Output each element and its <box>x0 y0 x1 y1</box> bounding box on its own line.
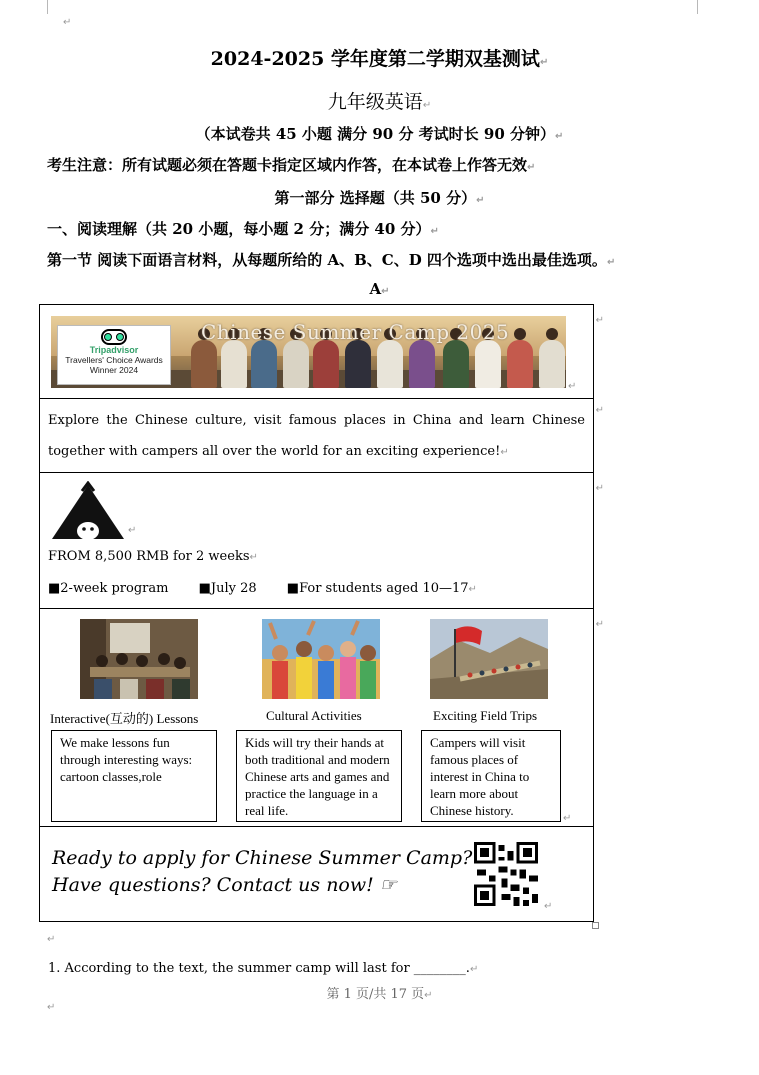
banner-row <box>40 305 604 399</box>
qr-code[interactable] <box>474 842 538 906</box>
lessons-photo <box>80 619 198 699</box>
cultural-caption: Cultural Activities <box>266 708 362 723</box>
price-text: FROM 8,500 RMB for 2 weeks↵ <box>48 549 258 564</box>
contact-message <box>52 845 472 899</box>
bullet-age: ■For students aged 10—17 <box>286 581 469 596</box>
cultural-photo <box>262 619 380 699</box>
document-title: 2024-2025 学年度第二学期双基测试↵ <box>210 48 549 70</box>
field-trip-photo <box>430 619 548 699</box>
cultural-card: Kids will try their hands at both traditional and modern Chinese arts and games and practice the language in a real life. <box>236 730 402 822</box>
paragraph-mark: ↵ <box>595 619 604 630</box>
question-1: 1. According to the text, the summer camp will last for ________.↵ <box>48 961 479 976</box>
part-heading: 第一部分 选择题（共 50 分）↵ <box>274 189 485 207</box>
banner-image <box>51 316 566 388</box>
tripadvisor-badge <box>57 325 171 385</box>
page-footer: 第 1 页/共 17 页↵ <box>326 987 433 1002</box>
bullet-date: ■July 28 <box>198 581 257 596</box>
camp-advertisement <box>39 304 604 922</box>
paragraph-mark: ↵ <box>47 934 56 945</box>
paragraph-mark: ↵ <box>128 525 137 536</box>
section-heading: 一、阅读理解（共 20 小题，每小题 2 分；满分 40 分）↵ <box>47 220 439 238</box>
intro-text: Explore the Chinese culture, visit famous places in China and learn Chinese together with campers all over the world for an exciting experience!↵ <box>48 413 585 459</box>
paragraph-mark: ↵ <box>568 381 577 392</box>
field-trip-caption: Exciting Field Trips <box>433 708 538 723</box>
document-subtitle: 九年级英语↵ <box>327 91 432 113</box>
paragraph-mark: ↵ <box>544 901 553 912</box>
paragraph-mark: ↵ <box>595 483 604 494</box>
contact-row <box>40 827 593 921</box>
program-details: ■2-week program ■July 28 ■For students aged 10—17↵ <box>48 581 477 596</box>
lessons-card: We make lessons fun through interesting ways: cartoon classes,role <box>51 730 217 822</box>
price-row <box>40 473 604 609</box>
subsection-instruction: 第一节 阅读下面语言材料，从每题所给的 A、B、C、D 四个选项中选出最佳选项。↵ <box>47 251 616 269</box>
exam-notice: 考生注意：所有试题必须在答题卡指定区域内作答，在本试卷上作答无效↵ <box>47 156 536 174</box>
paragraph-mark: ↵ <box>563 813 572 824</box>
tent-icon <box>50 481 126 541</box>
paragraph-mark: ↵ <box>595 405 604 416</box>
paragraph-mark: ↵ <box>595 315 604 326</box>
cta-line-1: Ready to apply for Chinese Summer Camp? <box>52 847 473 869</box>
paragraph-mark: ↵ <box>63 17 72 28</box>
table-resize-handle[interactable] <box>592 922 599 929</box>
bullet-program: ■2-week program <box>48 581 169 596</box>
banner-title: Chinese Summer Camp 2025 <box>201 320 510 344</box>
field-trip-card: Campers will visit famous places of interest in China to learn more about Chinese history. <box>421 730 561 822</box>
paragraph-mark: ↵ <box>47 1002 56 1013</box>
lessons-caption: Interactive(互动的) Lessons <box>50 711 199 726</box>
crop-mark-right <box>697 0 698 14</box>
exam-note: （本试卷共 45 小题 满分 90 分 考试时长 90 分钟）↵ <box>195 125 564 143</box>
tripadvisor-year: Winner 2024 <box>89 365 139 375</box>
cta-line-2: Have questions? Contact us now! ☞ <box>52 874 397 896</box>
tripadvisor-brand: Tripadvisor <box>89 345 139 355</box>
tripadvisor-owl-icon <box>101 329 127 345</box>
intro-row <box>40 399 604 473</box>
tripadvisor-award: Travellers' Choice Awards <box>65 355 163 365</box>
activities-row <box>40 609 604 827</box>
crop-mark-left <box>47 0 48 14</box>
passage-label: A↵ <box>369 280 390 298</box>
